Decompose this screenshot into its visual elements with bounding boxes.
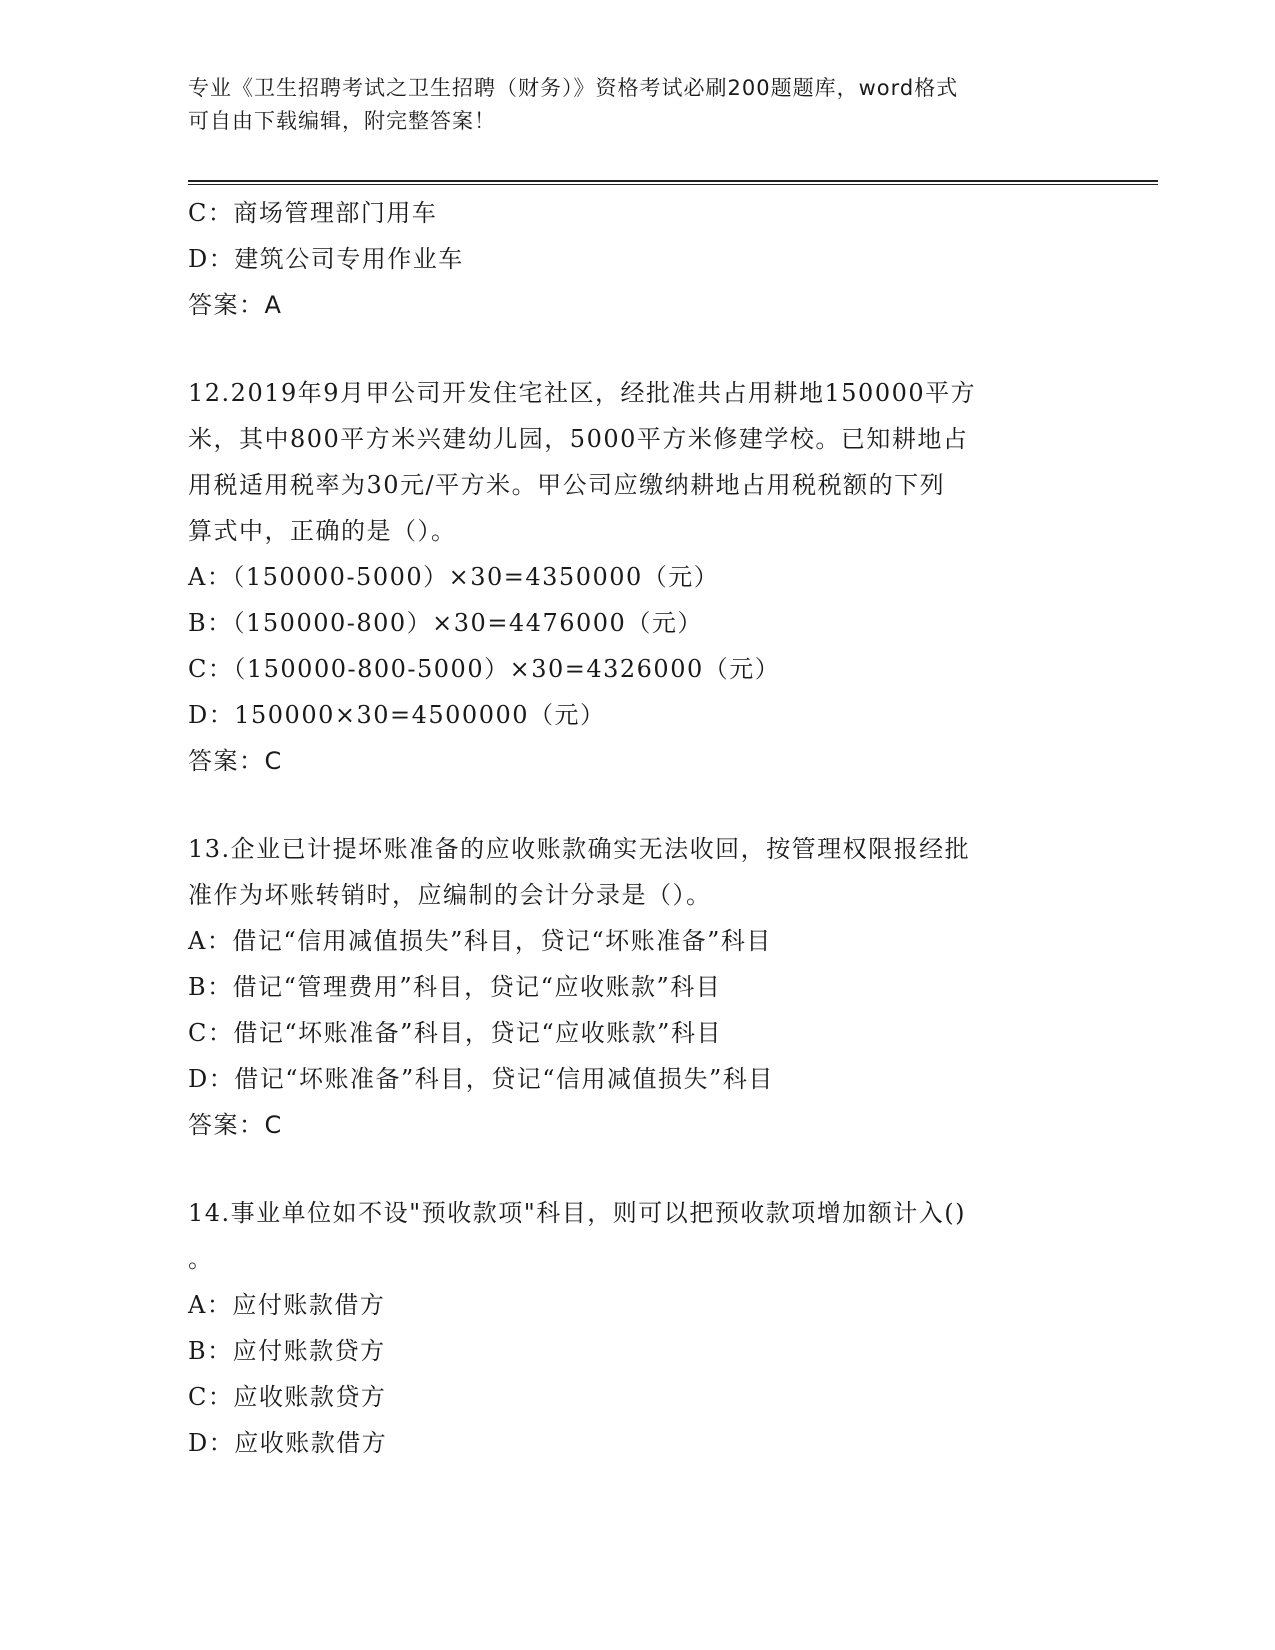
question-14 bbox=[188, 1190, 1088, 1466]
option-c: C：应收账款贷方 bbox=[188, 1383, 387, 1411]
question-stem-line: 13.企业已计提坏账准备的应收账款确实无法收回，按管理权限报经批 bbox=[188, 835, 971, 863]
option-b: B：借记“管理费用”科目，贷记“应收账款”科目 bbox=[188, 973, 722, 1001]
answer-line: 答案：A bbox=[188, 291, 283, 319]
question-13 bbox=[188, 826, 1088, 1148]
header-line-1: 专业《卫生招聘考试之卫生招聘（财务）》资格考试必刷200题题库，word格式 bbox=[188, 76, 959, 100]
question-stem-line: 米，其中800平方米兴建幼儿园，5000平方米修建学校。已知耕地占 bbox=[188, 425, 969, 453]
option-b: B：应付账款贷方 bbox=[188, 1337, 386, 1365]
question-stem-line: 算式中，正确的是（）。 bbox=[188, 517, 457, 545]
option-a: A：（150000-5000）×30=4350000（元） bbox=[188, 563, 720, 591]
question-stem-line: 。 bbox=[188, 1245, 214, 1273]
option-d: D：应收账款借方 bbox=[188, 1429, 388, 1457]
header-line-2: 可自由下载编辑，附完整答案！ bbox=[188, 109, 496, 133]
option-b: B：（150000-800）×30=4476000（元） bbox=[188, 609, 703, 637]
answer-line: 答案：C bbox=[188, 747, 283, 775]
question-stem-line: 14.事业单位如不设"预收款项"科目，则可以把预收款项增加额计入() bbox=[188, 1199, 966, 1227]
option-c: C：商场管理部门用车 bbox=[188, 199, 438, 227]
question-stem-line: 准作为坏账转销时，应编制的会计分录是（）。 bbox=[188, 881, 712, 909]
option-a: A：借记“信用减值损失”科目，贷记“坏账准备”科目 bbox=[188, 927, 772, 955]
header-divider-bottom bbox=[188, 184, 1158, 185]
option-c: C：（150000-800-5000）×30=4326000（元） bbox=[188, 655, 781, 683]
answer-line: 答案：C bbox=[188, 1111, 283, 1139]
question-stem-line: 12.2019年9月甲公司开发住宅社区，经批准共占用耕地150000平方 bbox=[188, 379, 977, 407]
option-d: D：借记“坏账准备”科目，贷记“信用减值损失”科目 bbox=[188, 1065, 774, 1093]
option-a: A：应付账款借方 bbox=[188, 1291, 386, 1319]
option-c: C：借记“坏账准备”科目，贷记“应收账款”科目 bbox=[188, 1019, 722, 1047]
header-divider-top bbox=[188, 180, 1158, 182]
question-12 bbox=[188, 370, 1088, 784]
page-header bbox=[188, 72, 1088, 138]
option-d: D：150000×30=4500000（元） bbox=[188, 701, 606, 729]
option-d: D：建筑公司专用作业车 bbox=[188, 245, 464, 273]
previous-question-tail bbox=[188, 190, 1088, 328]
question-stem-line: 用税适用税率为30元/平方米。甲公司应缴纳耕地占用税税额的下列 bbox=[188, 471, 946, 499]
document-body bbox=[188, 190, 1088, 1466]
